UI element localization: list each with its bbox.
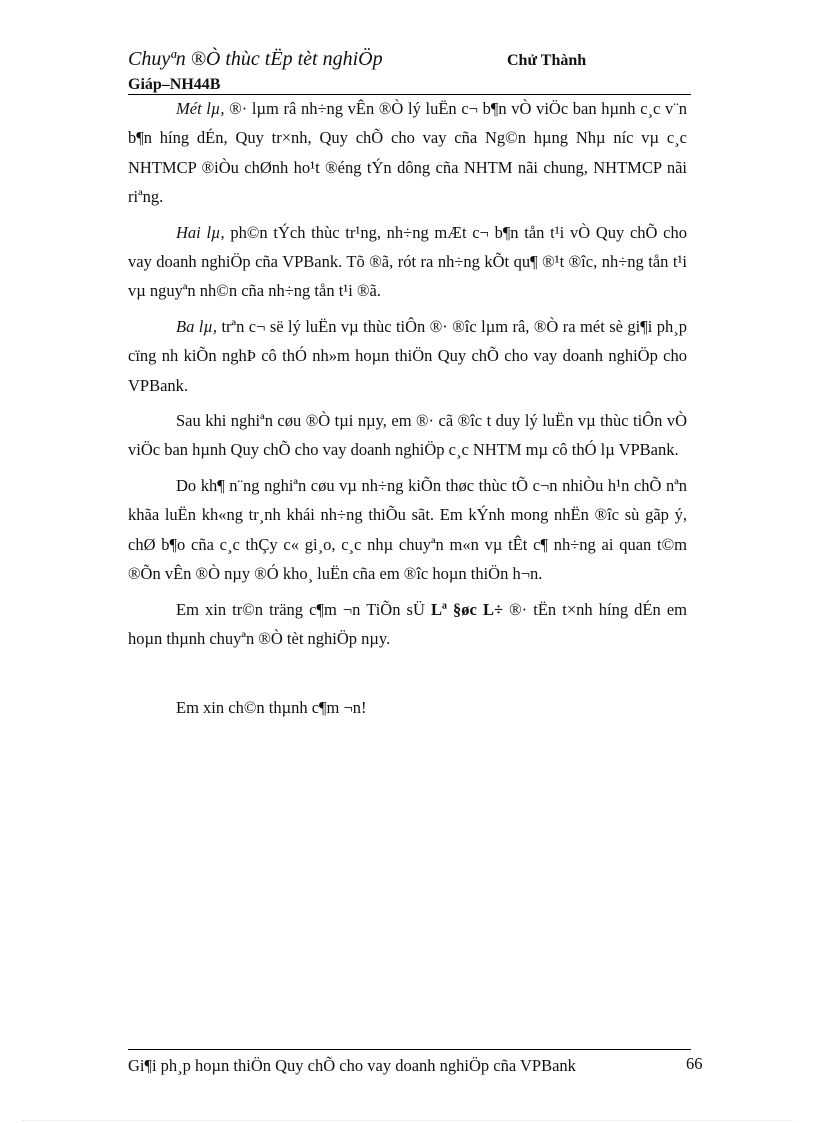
thanks-text: Em xin tr©n träng c¶m ¬n TiÕn sÜ	[176, 599, 431, 619]
paragraph-second	[128, 218, 687, 306]
closing-line: Em xin ch©n thµnh c¶m ¬n!	[176, 698, 367, 718]
paragraph-thanks	[128, 595, 687, 654]
header-author: Chử Thành	[507, 52, 587, 69]
paragraph-lead: Mét lµ,	[176, 99, 225, 118]
paragraph-lead: Ba lµ,	[176, 316, 217, 336]
footer-divider	[128, 1049, 691, 1050]
paragraph-text: Do kh¶ n¨ng nghiªn cøu vµ nh÷ng kiÕn thøc thùc tÕ c¬n nhiÒu h¹n chÕ nªn khãa luËn kh«ng tr¸nh khái nh÷ng thiÕu sãt. Em kÝnh mong nhËn ®îc sù gãp ý, chØ b¶o cña c¸c thÇy c« gi¸o, c¸c nhµ chuyªn m«n vµ tÊt c¶ nh÷ng ai quan t©m ®Õn vÊn ®Ò nµy ®Ó kho¸ luËn cña em ®îc hoµn thiÖn h¬n.	[128, 475, 687, 584]
paragraph-text: ph©n tÝch thùc tr¹ng, nh÷ng mÆt c¬ b¶n tån t¹i vÒ Quy chÕ cho vay doanh nghiÖp cña VPBank. Tõ ®ã, rót ra nh÷ng kÕt qu¶ ®¹t ®îc, nh÷ng tån t¹i vµ nguyªn nh©n cña nh÷ng tån t¹i ®ã.	[128, 222, 687, 301]
thanks-text: ®· tËn t×nh híng dÉn em hoµn thµnh chuyªn ®Ò tèt nghiÖp nµy.	[128, 599, 687, 648]
advisor-name: Lª §øc L÷	[431, 599, 504, 619]
paragraph-lead: Hai lµ,	[176, 222, 225, 242]
paragraph-text: Sau khi nghiªn cøu ®Ò tµi nµy, em ®· cã ®îc t duy lý luËn vµ thùc tiÔn vÒ viÖc ban hµnh Quy chÕ cho vay doanh nghiÖp c¸c NHTM mµ cô thÓ lµ VPBank.	[128, 411, 687, 460]
paragraph-limitations	[128, 471, 687, 589]
paragraph-research	[128, 406, 687, 465]
footer-text: Gi¶i ph¸p hoµn thiÖn Quy chÕ cho vay doanh nghiÖp cña VPBank	[128, 1056, 576, 1075]
paragraph-text: trªn c¬ së lý luËn vµ thùc tiÔn ®· ®îc lµm râ, ®Ò ra mét sè gi¶i ph¸p cïng nh kiÕn nghÞ cô thÓ nh»m hoµn thiÖn Quy chÕ cho vay doanh nghiÖp cho VPBank.	[128, 316, 687, 395]
paragraph-third	[128, 312, 687, 400]
header-title: Chuyªn ®Ò thùc tËp tèt nghiÖp	[128, 48, 383, 70]
paragraph-text: ®· lµm râ nh÷ng vÊn ®Ò lý luËn c¬ b¶n vÒ viÖc ban hµnh c¸c v¨n b¶n híng dÉn, Quy tr×nh, Quy chÕ cho vay cña Ng©n hµng Nhµ níc vµ c¸c NHTMCP ®iÒu chØnh ho¹t ®éng tÝn dông cña NHTM nãi chung, NHTMCP nãi riªng.	[128, 99, 687, 207]
header-class-code: Giáp–NH44B	[128, 76, 221, 93]
page-edge-divider	[22, 1120, 794, 1121]
body-text	[128, 94, 687, 723]
paragraph-first	[128, 94, 687, 212]
page-number: 66	[686, 1054, 703, 1073]
